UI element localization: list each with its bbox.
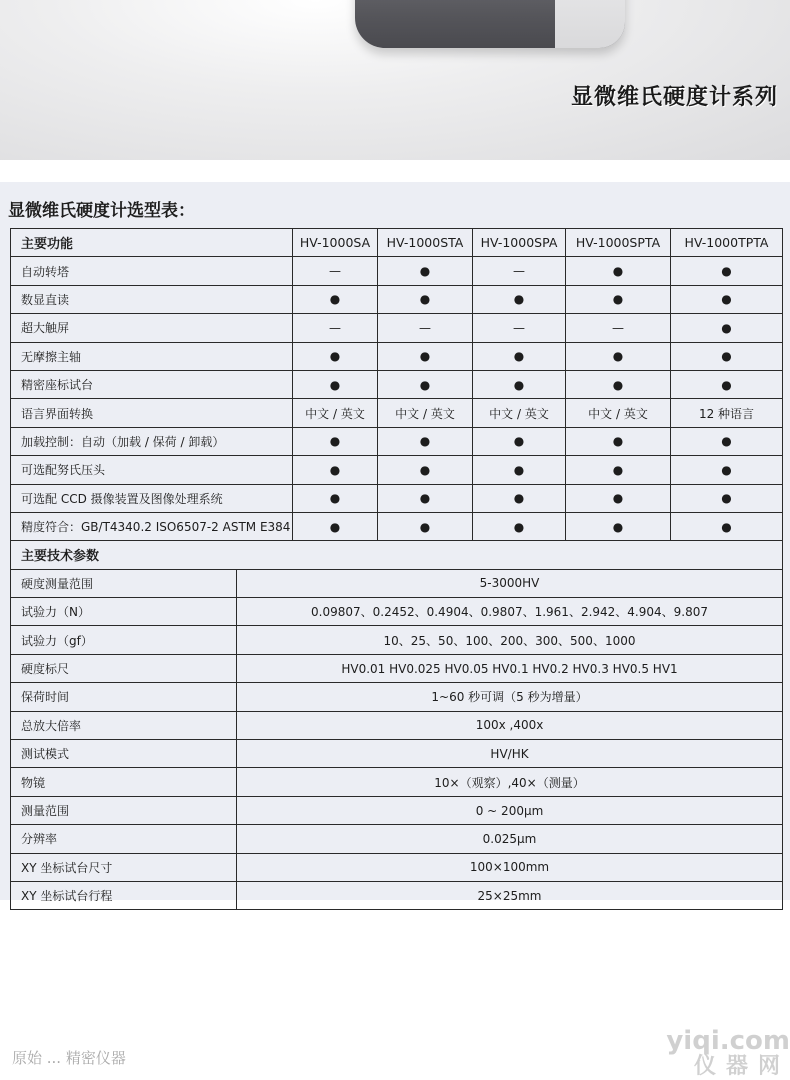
param-value-cell: 25×25mm	[237, 881, 783, 909]
function-value-cell: ●	[473, 285, 566, 313]
function-value-cell: ●	[378, 456, 473, 484]
header-cell-function: 主要功能	[11, 229, 293, 257]
function-value-cell: —	[378, 314, 473, 342]
function-row	[11, 484, 783, 512]
param-row	[11, 881, 783, 909]
function-value-cell: 中文 / 英文	[378, 399, 473, 427]
function-name-cell: 超大触屏	[11, 314, 293, 342]
param-value-cell: HV/HK	[237, 740, 783, 768]
function-row	[11, 342, 783, 370]
function-value-cell: ●	[378, 257, 473, 285]
function-value-cell: ●	[293, 456, 378, 484]
function-row	[11, 512, 783, 540]
function-value-cell: ●	[293, 370, 378, 398]
function-value-cell: ●	[671, 427, 783, 455]
function-value-cell: ●	[566, 342, 671, 370]
param-name-cell: 测试模式	[11, 740, 237, 768]
function-name-cell: 无摩擦主轴	[11, 342, 293, 370]
params-section-header	[11, 541, 783, 569]
param-name-cell: XY 坐标试台行程	[11, 881, 237, 909]
param-value-cell: 10×（观察）,40×（测量）	[237, 768, 783, 796]
param-value-cell: 100x ,400x	[237, 711, 783, 739]
param-value-cell: 100×100mm	[237, 853, 783, 881]
function-value-cell: —	[293, 314, 378, 342]
param-name-cell: 硬度标尺	[11, 654, 237, 682]
function-value-cell: —	[473, 314, 566, 342]
watermark-line-2: 仪器网	[693, 1054, 790, 1079]
param-name-cell: 测量范围	[11, 796, 237, 824]
function-value-cell: ●	[671, 484, 783, 512]
function-row	[11, 399, 783, 427]
param-name-cell: 试验力（gf）	[11, 626, 237, 654]
function-name-cell: 语言界面转换	[11, 399, 293, 427]
function-value-cell: —	[473, 257, 566, 285]
functions-header-row	[11, 229, 783, 257]
params-title: 主要技术参数	[11, 541, 783, 569]
function-value-cell: ●	[566, 427, 671, 455]
function-value-cell: ●	[473, 370, 566, 398]
function-value-cell: ●	[293, 342, 378, 370]
function-value-cell: ●	[671, 370, 783, 398]
function-value-cell: ●	[473, 484, 566, 512]
header-cell-model: HV-1000STA	[378, 229, 473, 257]
function-value-cell: ●	[293, 427, 378, 455]
banner-separator	[0, 160, 790, 182]
function-value-cell: ●	[378, 342, 473, 370]
param-row	[11, 598, 783, 626]
param-name-cell: XY 坐标试台尺寸	[11, 853, 237, 881]
param-value-cell: 5-3000HV	[237, 569, 783, 597]
param-row	[11, 740, 783, 768]
function-name-cell: 精密座标试台	[11, 370, 293, 398]
param-row	[11, 569, 783, 597]
function-value-cell: ●	[378, 285, 473, 313]
function-value-cell: ●	[671, 342, 783, 370]
function-row	[11, 427, 783, 455]
function-row	[11, 257, 783, 285]
header-banner	[0, 0, 790, 160]
function-value-cell: ●	[378, 370, 473, 398]
function-row	[11, 314, 783, 342]
function-value-cell: —	[293, 257, 378, 285]
function-name-cell: 可选配 CCD 摄像装置及图像处理系统	[11, 484, 293, 512]
param-name-cell: 硬度测量范围	[11, 569, 237, 597]
selection-table	[10, 228, 783, 910]
param-row	[11, 825, 783, 853]
function-value-cell: ●	[671, 257, 783, 285]
param-name-cell: 物镜	[11, 768, 237, 796]
function-value-cell: ●	[566, 484, 671, 512]
param-name-cell: 分辨率	[11, 825, 237, 853]
param-row	[11, 768, 783, 796]
function-row	[11, 456, 783, 484]
param-name-cell: 总放大倍率	[11, 711, 237, 739]
function-value-cell: ●	[293, 484, 378, 512]
function-value-cell: ●	[566, 456, 671, 484]
section-title: 显微维氏硬度计选型表：	[8, 201, 195, 221]
function-value-cell: ●	[566, 370, 671, 398]
function-value-cell: ●	[473, 427, 566, 455]
function-row	[11, 370, 783, 398]
function-value-cell: 中文 / 英文	[293, 399, 378, 427]
function-name-cell: 可选配努氏压头	[11, 456, 293, 484]
function-row	[11, 285, 783, 313]
param-value-cell: 10、25、50、100、200、300、500、1000	[237, 626, 783, 654]
banner-title: 显微维氏硬度计系列	[570, 85, 778, 110]
function-value-cell: 中文 / 英文	[473, 399, 566, 427]
header-cell-model: HV-1000SPA	[473, 229, 566, 257]
function-value-cell: ●	[566, 257, 671, 285]
function-name-cell: 自动转塔	[11, 257, 293, 285]
function-value-cell: —	[566, 314, 671, 342]
function-value-cell: ●	[473, 512, 566, 540]
header-cell-model: HV-1000SPTA	[566, 229, 671, 257]
header-cell-model: HV-1000TPTA	[671, 229, 783, 257]
watermark-line-1: yiqi.com	[666, 1026, 790, 1056]
param-row	[11, 796, 783, 824]
function-value-cell: ●	[671, 314, 783, 342]
function-value-cell: ●	[293, 512, 378, 540]
function-value-cell: ●	[378, 512, 473, 540]
function-value-cell: 12 种语言	[671, 399, 783, 427]
hardness-tester-image	[355, 0, 625, 48]
param-value-cell: HV0.01 HV0.025 HV0.05 HV0.1 HV0.2 HV0.3 HV0.5 HV1	[237, 654, 783, 682]
param-row	[11, 683, 783, 711]
function-name-cell: 精度符合：GB/T4340.2 ISO6507-2 ASTM E384	[11, 512, 293, 540]
function-value-cell: ●	[566, 285, 671, 313]
function-value-cell: ●	[671, 285, 783, 313]
watermark-text: 原始 ... 精密仪器	[12, 1049, 126, 1067]
function-value-cell: ●	[378, 484, 473, 512]
function-value-cell: ●	[671, 512, 783, 540]
param-row	[11, 626, 783, 654]
param-name-cell: 保荷时间	[11, 683, 237, 711]
param-name-cell: 试验力（N）	[11, 598, 237, 626]
header-cell-model: HV-1000SA	[293, 229, 378, 257]
function-value-cell: ●	[473, 342, 566, 370]
function-name-cell: 数显直读	[11, 285, 293, 313]
selection-section	[0, 182, 790, 1079]
function-value-cell: ●	[671, 456, 783, 484]
function-value-cell: ●	[293, 285, 378, 313]
param-row	[11, 654, 783, 682]
watermark-logo	[666, 1028, 790, 1080]
function-value-cell: 中文 / 英文	[566, 399, 671, 427]
param-row	[11, 711, 783, 739]
param-value-cell: 0 ~ 200μm	[237, 796, 783, 824]
param-value-cell: 1~60 秒可调（5 秒为增量）	[237, 683, 783, 711]
param-value-cell: 0.025μm	[237, 825, 783, 853]
param-row	[11, 853, 783, 881]
param-value-cell: 0.09807、0.2452、0.4904、0.9807、1.961、2.942、4.904、9.807	[237, 598, 783, 626]
function-value-cell: ●	[566, 512, 671, 540]
function-value-cell: ●	[378, 427, 473, 455]
function-name-cell: 加载控制：自动（加载 / 保荷 / 卸载）	[11, 427, 293, 455]
function-value-cell: ●	[473, 456, 566, 484]
